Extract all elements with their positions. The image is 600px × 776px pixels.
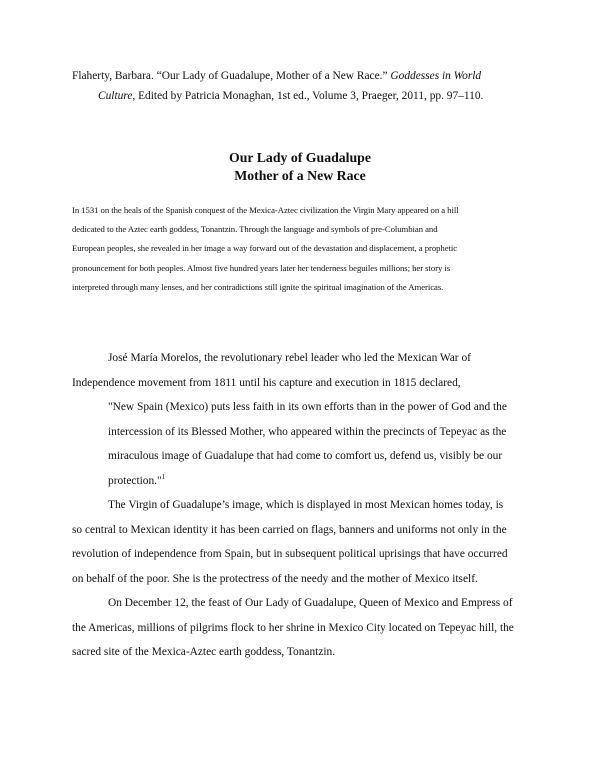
paragraph-line: on behalf of the poor. She is the protectress of the needy and the mother of Mexico itself. — [72, 572, 478, 585]
paragraph-line: The Virgin of Guadalupe’s image, which is displayed in most Mexican homes today, is — [108, 499, 504, 511]
paragraph-line: On December 12, the feast of Our Lady of Guadalupe, Queen of Mexico and Empress of — [108, 597, 513, 609]
article-title — [0, 149, 600, 185]
abstract-line: interpreted through many lenses, and her contradictions still ignite the spiritual imagination of the Americas. — [72, 281, 444, 292]
block-quote-line-last — [72, 469, 537, 494]
block-quote-line: "New Spain (Mexico) puts less faith in its own efforts than in the power of God and the — [108, 401, 507, 413]
block-quote-line: intercession of its Blessed Mother, who appeared within the precincts of Tepeyac as the — [108, 425, 507, 438]
citation — [72, 67, 542, 106]
abstract-line: pronouncement for both peoples. Almost five hundred years later her tenderness beguiles millions; her story is — [72, 262, 451, 273]
citation-line-2 — [72, 87, 542, 107]
paragraph-line: so central to Mexican identity it has been carried on flags, banners and uniforms not only in the — [72, 523, 507, 536]
block-quote-line: miraculous image of Guadalupe that had come to comfort us, defend us, visibly be our — [108, 450, 503, 462]
citation-book-title-cont: Culture — [98, 89, 133, 102]
paragraph-line: sacred site of the Mexica-Aztec earth goddess, Tonantzin. — [72, 646, 336, 658]
footnote-marker[interactable]: 1 — [161, 472, 166, 481]
abstract-line: In 1531 on the heals of the Spanish conquest of the Mexica-Aztec civilization the Virgin Mary appeared on a hill — [72, 205, 459, 215]
block-quote-text: protection." — [108, 474, 162, 487]
paragraph-line: José María Morelos, the revolutionary rebel leader who led the Mexican War of — [108, 352, 471, 364]
abstract-line: European peoples, she revealed in her image a way forward out of the devastation and displacement, a prophetic — [72, 243, 458, 254]
abstract — [72, 201, 532, 297]
paragraph-line: revolution of independence from Spain, but in subsequent political uprisings that have occurred — [72, 548, 508, 560]
paragraph-line: the Americas, millions of pilgrims flock to her shrine in Mexico City located on Tepeyac hill, the — [72, 621, 514, 634]
title-line-1: Our Lady of Guadalupe — [229, 150, 371, 165]
citation-text: Flaherty, Barbara. “Our Lady of Guadalupe, Mother of a New Race.” — [72, 70, 388, 82]
paragraph-line: Independence movement from 1811 until his capture and execution in 1815 declared, — [72, 376, 461, 389]
citation-details: , Edited by Patricia Monaghan, 1st ed., Volume 3, Praeger, 2011, pp. 97–110. — [132, 89, 484, 102]
citation-line-1 — [72, 67, 542, 87]
body-text — [72, 346, 537, 665]
citation-book-title: Goddesses in World — [390, 70, 482, 82]
title-line-2: Mother of a New Race — [234, 168, 366, 183]
abstract-line: dedicated to the Aztec earth goddess, Tonantzin. Through the language and symbols of pre-Columbian and — [72, 224, 438, 235]
